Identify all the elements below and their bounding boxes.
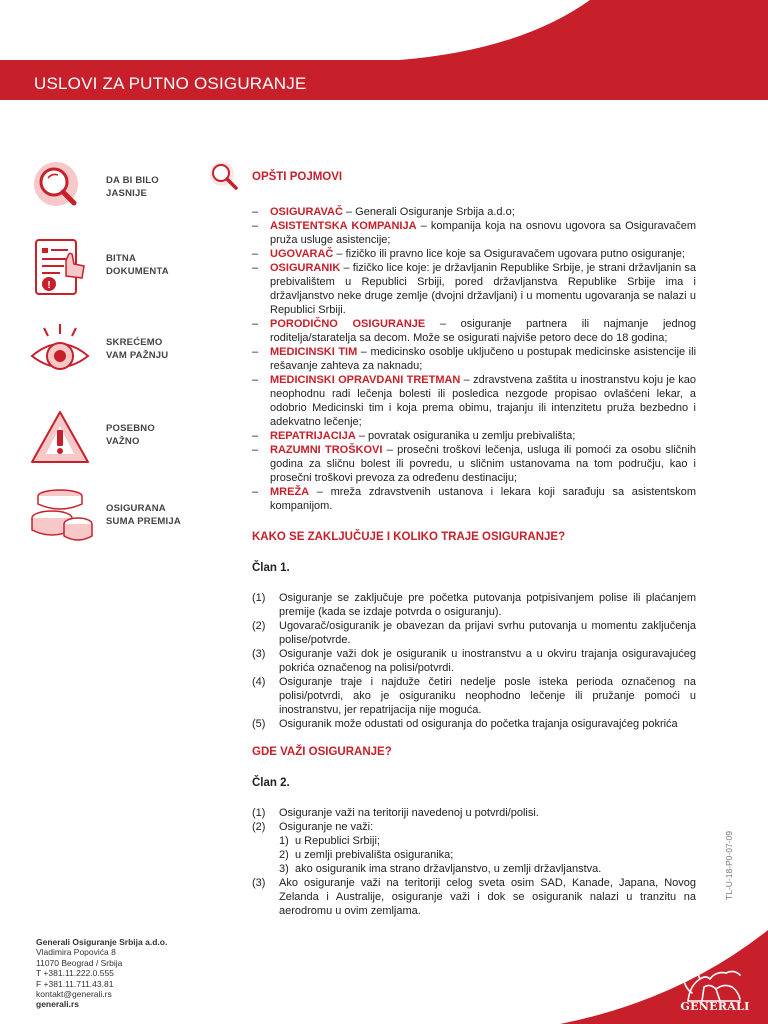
list-item: – OSIGURAVAČ – Generali Osiguranje Srbija a.d.o; <box>252 205 696 219</box>
list-item: (2) Ugovarač/osiguranik je obavezan da prijavi svrhu putovanja u momentu zaključenja polise/potvrde. <box>252 620 696 646</box>
fax: F +381.11.711.43.81 <box>36 978 114 989</box>
list-item: – PORODIČNO OSIGURANJE – osiguranje partnera ili najmanje jednog roditelja/staratelja sa decom. Može se osigurati najviše petoro dece do 18 godina; <box>252 317 696 345</box>
sub-list-item: 3) ako osiguranik ima strano državljanstvo, u zemlji državljanstva. <box>279 863 602 875</box>
list-item: – UGOVARAČ – fizičko ili pravno lice koje sa Osiguravačem ugovara putno osiguranje; <box>252 247 696 261</box>
list-item: – RAZUMNI TROŠKOVI – prosečni troškovi lečenja, usluga ili pomoći za osobu sličnih godina za sličnu bolest ili povredu, u sličnim ustanovama na tom području, kao i prosečni troškovi prevoza za određenu destinaciju; <box>252 443 696 485</box>
sidebar-label: DA BI BILO JASNIJE <box>106 175 159 199</box>
page-title: USLOVI ZA PUTNO OSIGURANJE <box>34 74 307 93</box>
list-item: (4) Osiguranje traje i najduže četiri nedelje posle isteka perioda označenog na polisi/potvrdi, ako je osiguraniku neophodno lečenje ili pružanje pomoći u inostranstvu, jer repatrijacija nije moguća. <box>252 676 696 716</box>
list-item: – OSIGURANIK – fizičko lice koje: je državljanin Republike Srbije, je strani državljanin sa prebivalištem u Republici Srbiji, pored državljanstva Republike Srbije ima i državljanstvo neke druge zemlje (dvojni državljani) i u momentu ugovaranja se nalazi u Republici Srbiji. <box>252 261 696 317</box>
list-item: – MEDICINSKI TIM – medicinsko osoblje uključeno u postupak medicinske asistencije ili rešavanje zahteva za naknadu; <box>252 345 696 373</box>
document-hand-icon <box>30 238 94 298</box>
list-item: – MREŽA – mreža zdravstvenih ustanova i lekara koji sarađuju sa asistentskom kompanijom. <box>252 485 696 513</box>
section-heading-general: OPŠTI POJMOVI <box>252 171 343 183</box>
article-number: Član 1. <box>252 562 290 574</box>
list-item: (2) Osiguranje ne važi: 1) u Republici Srbiji; 2) u zemlji prebivališta osiguranika; 3) ako osiguranik ima strano državljanstvo, u zemlji državljanstva. <box>252 820 696 876</box>
list-item: (1) Osiguranje važi na teritoriji navedenoj u potvrdi/polisi. <box>252 807 539 819</box>
logo-text: GENERALI <box>680 1000 750 1013</box>
list-item: – MEDICINSKI OPRAVDANI TRETMAN – zdravstvena zaštita u inostranstvu koju je kao neophodnu radi lečenja bolesti ili posledica nezgode propisao ovlašćeni lekar, a odobrio Medicinski tim i koja prema obimu, trajanju ili intenzitetu pruža bezbedno i adekvatno lečenje; <box>252 373 696 429</box>
footer <box>36 937 296 1010</box>
magnifier-icon <box>30 160 94 220</box>
list-item: – REPATRIJACIJA – povratak osiguranika u zemlju prebivališta; <box>252 429 696 443</box>
website-link[interactable]: generali.rs <box>36 999 79 1010</box>
address-line: 11070 Beograd / Srbija <box>36 957 123 968</box>
sub-list-item: 2) u zemlji prebivališta osiguranika; <box>279 849 454 861</box>
phone: T +381.11.222.0.555 <box>36 968 114 979</box>
section-heading-validity: GDE VAŽI OSIGURANJE? <box>252 746 392 758</box>
sidebar-label: OSIGURANA SUMA PREMIJA <box>106 503 181 527</box>
list-item: (5) Osiguranik može odustati od osiguranja do početka trajanja osiguravajćeg pokrića <box>252 718 678 730</box>
sub-list-item: 1) u Republici Srbiji; <box>279 835 380 847</box>
sidebar-item-attention <box>30 322 230 382</box>
sidebar-label: POSEBNO VAŽNO <box>106 423 155 447</box>
main-content <box>252 170 696 918</box>
article-1-list <box>252 591 696 731</box>
sidebar-label: BITNA DOKUMENTA <box>106 253 169 277</box>
document-code: TL-U-18-P0-07-09 <box>724 831 734 900</box>
article-number: Član 2. <box>252 777 290 789</box>
section-heading-conclusion: KAKO SE ZAKLJUČUJE I KOLIKO TRAJE OSIGURANJE? <box>252 531 566 543</box>
sidebar-item-premium <box>30 488 230 548</box>
company-name: Generali Osiguranje Srbija a.d.o. <box>36 937 168 947</box>
list-item: – ASISTENTSKA KOMPANIJA – kompanija koja na osnovu ugovora sa Osiguravačem pruža usluge asistencije; <box>252 219 696 247</box>
section-magnifier-icon <box>206 160 246 196</box>
sub-list <box>279 834 696 876</box>
list-item: (1) Osiguranje se zaključuje pre početka putovanja potpisivanjem polise ili plaćanjem premije (kada se izdaje potvrda o osiguranju). <box>252 592 696 618</box>
terms-list <box>252 205 696 513</box>
svg-text:!: ! <box>47 280 51 291</box>
eye-icon <box>30 322 94 382</box>
warning-triangle-icon <box>30 408 94 468</box>
list-item: (3) Ako osiguranje važi na teritoriji celog sveta osim SAD, Kanade, Japana, Novog Zelanda i Australije, osiguranje važi i dok se osiguranik nalazi u tranzitu na aerodromu u ovim zemljama. <box>252 877 696 917</box>
sidebar-item-clarity <box>30 160 230 220</box>
email-link[interactable]: kontakt@generali.rs <box>36 989 112 1000</box>
sidebar-item-documents <box>30 238 230 298</box>
coins-icon <box>30 488 94 548</box>
sidebar-label: SKREĆEMO VAM PAŽNJU <box>106 337 169 361</box>
list-item: (3) Osiguranje važi dok je osiguranik u inostranstvu a u okviru trajanja osiguravajućeg pokrića označenog na polisi/potvrdi. <box>252 648 696 674</box>
address-line: Vladimira Popovića 8 <box>36 947 116 958</box>
sidebar-item-important <box>30 408 230 468</box>
